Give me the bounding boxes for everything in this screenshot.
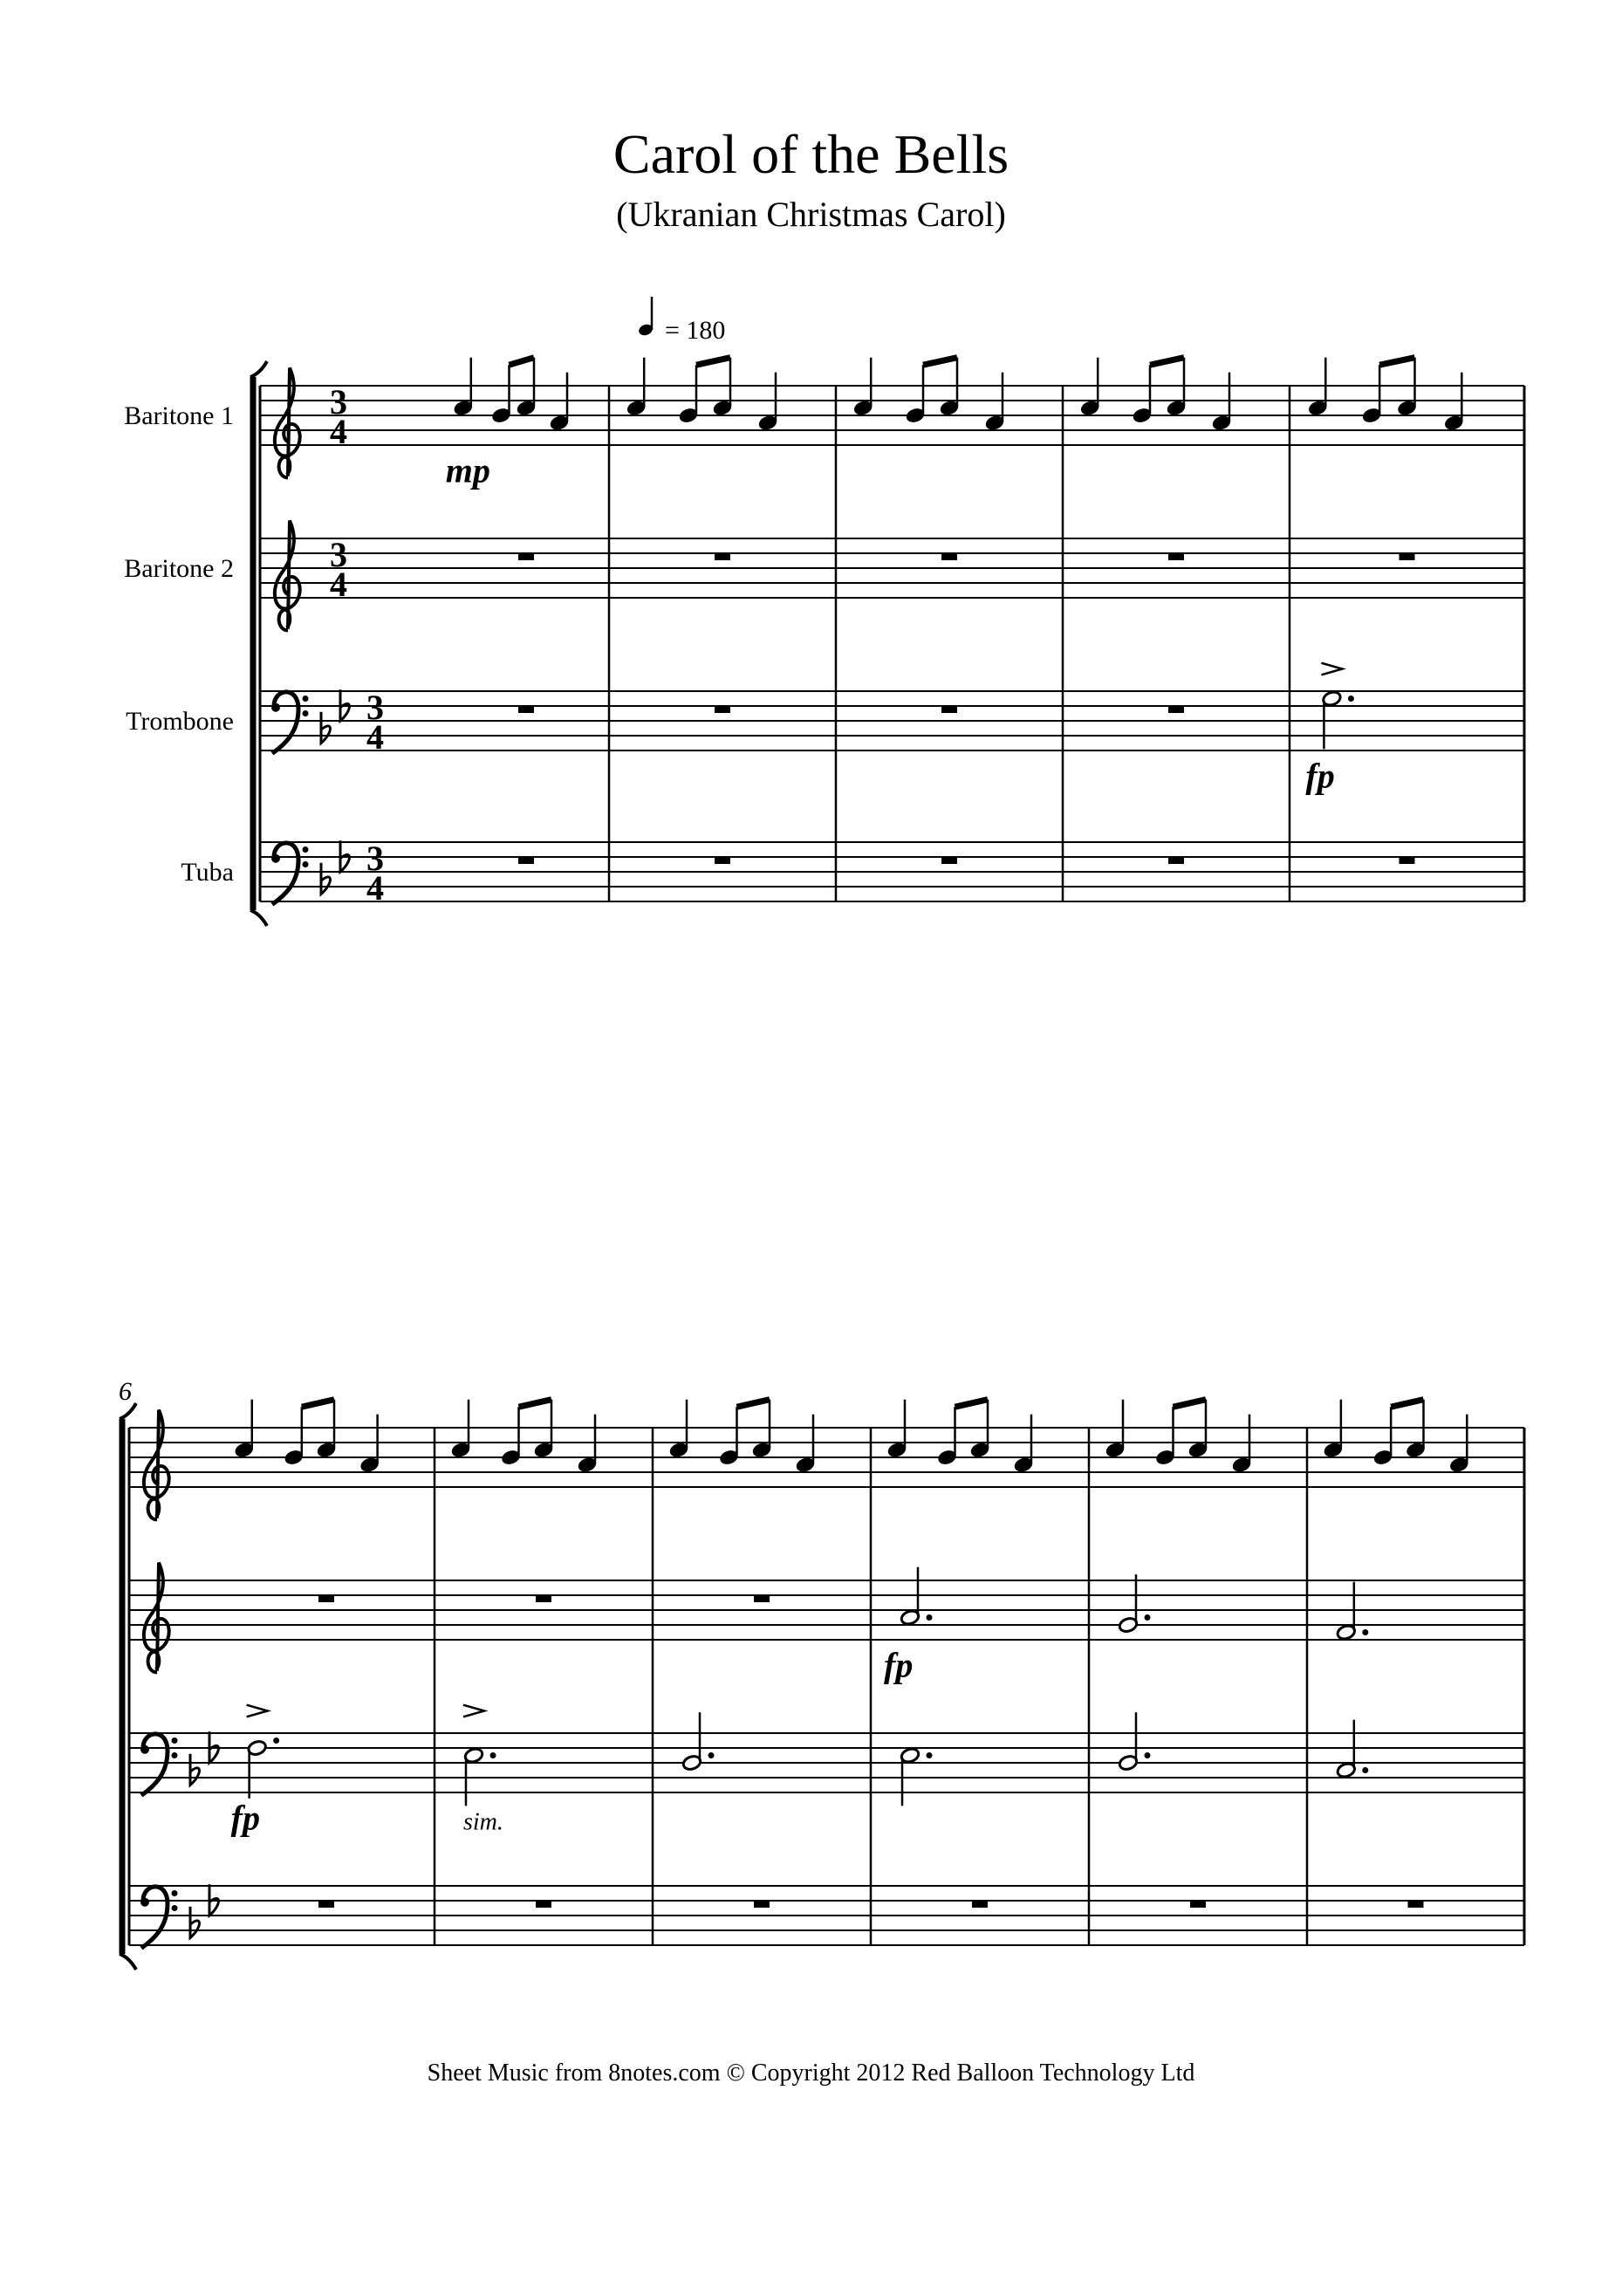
time-signature-bottom: 4 — [366, 868, 384, 908]
bass-clef-icon — [140, 1734, 178, 1796]
bass-clef-icon — [140, 1887, 178, 1949]
flat-icon — [340, 689, 350, 721]
dynamic-marking: mp — [445, 450, 490, 490]
accent-icon — [463, 1705, 484, 1717]
bass-clef-path — [272, 843, 298, 905]
treble-clef-path — [275, 521, 300, 631]
time-signature-bottom: 4 — [330, 412, 347, 451]
whole-rest-icon — [1400, 553, 1415, 560]
augmentation-dot — [273, 1737, 279, 1744]
eighth-beam — [1150, 358, 1184, 366]
whole-rest-icon — [941, 553, 957, 560]
augmentation-dot — [1145, 1752, 1151, 1758]
bass-clef-path — [141, 1734, 168, 1796]
augmentation-dot — [1348, 696, 1354, 702]
bracket-bottom-hook — [250, 910, 267, 926]
whole-rest-icon — [518, 857, 534, 864]
eighth-beam — [955, 1400, 989, 1408]
whole-rest-icon — [518, 553, 534, 560]
whole-rest-icon — [715, 553, 730, 560]
whole-rest-icon — [1400, 857, 1415, 864]
eighth-beam — [737, 1400, 770, 1408]
time-signature-top: 3 — [330, 382, 347, 422]
augmentation-dot — [1362, 1629, 1368, 1635]
treble-clef-path — [275, 368, 300, 478]
treble-clef-icon — [275, 521, 300, 631]
bass-clef-dot — [172, 1737, 178, 1744]
bass-clef-dot — [303, 861, 309, 867]
eighth-beam — [1379, 358, 1414, 366]
bracket-top-hook — [250, 361, 267, 377]
bass-clef-dot — [303, 710, 309, 716]
treble-clef-path — [144, 1410, 169, 1520]
bass-clef-path — [141, 1887, 168, 1949]
whole-rest-icon — [941, 857, 957, 864]
eighth-beam — [1391, 1400, 1423, 1408]
eighth-beam — [1174, 1400, 1207, 1408]
eighth-beam — [519, 1400, 552, 1408]
instrument-label: Baritone 1 — [124, 401, 234, 430]
measure-number: 6 — [119, 1377, 132, 1406]
whole-rest-icon — [1168, 857, 1184, 864]
instrument-label: Tuba — [181, 858, 234, 887]
bracket-bottom-hook — [120, 1954, 136, 1970]
whole-rest-icon — [941, 706, 957, 713]
whole-rest-icon — [972, 1901, 988, 1908]
time-signature-top: 3 — [366, 839, 384, 878]
whole-rest-icon — [536, 1901, 551, 1908]
bass-clef-dot — [140, 1745, 149, 1754]
instrument-label: Trombone — [126, 707, 234, 736]
bass-clef-path — [272, 692, 298, 754]
time-signature-top: 3 — [330, 535, 347, 574]
bass-clef-dot — [140, 1898, 149, 1907]
bass-clef-dot — [172, 1890, 178, 1896]
bass-clef-icon — [271, 692, 309, 754]
expression-text: sim. — [463, 1808, 503, 1836]
whole-rest-icon — [1408, 1901, 1424, 1908]
augmentation-dot — [1145, 1614, 1151, 1621]
treble-clef-icon — [144, 1410, 169, 1520]
flat-icon — [190, 1754, 200, 1785]
accent-icon — [1321, 663, 1342, 675]
eighth-beam — [510, 358, 535, 366]
score-title: Carol of the Bells — [613, 123, 1009, 185]
dynamic-marking: fp — [884, 1645, 914, 1685]
treble-clef-icon — [144, 1563, 169, 1673]
whole-rest-icon — [318, 1595, 334, 1602]
flat-icon — [340, 840, 350, 872]
time-signature-top: 3 — [366, 688, 384, 727]
flat-icon — [321, 712, 331, 744]
whole-rest-icon — [754, 1595, 770, 1602]
augmentation-dot — [1362, 1767, 1368, 1773]
dynamic-marking: fp — [230, 1798, 260, 1838]
whole-rest-icon — [715, 857, 730, 864]
treble-clef-path — [144, 1563, 169, 1673]
accent-icon — [247, 1705, 268, 1717]
copyright-footer: Sheet Music from 8notes.com © Copyright 2012 Red Balloon Technology Ltd — [427, 2060, 1195, 2087]
time-signature-bottom: 4 — [330, 565, 347, 604]
bass-clef-dot — [303, 696, 309, 702]
flat-icon — [190, 1907, 200, 1938]
whole-rest-icon — [1190, 1901, 1206, 1908]
dynamic-marking: fp — [1305, 756, 1335, 796]
whole-rest-icon — [754, 1901, 770, 1908]
eighth-beam — [696, 358, 730, 366]
whole-rest-icon — [536, 1595, 551, 1602]
augmentation-dot — [708, 1752, 715, 1758]
whole-rest-icon — [318, 1901, 334, 1908]
whole-rest-icon — [518, 706, 534, 713]
time-signature-bottom: 4 — [366, 717, 384, 757]
bass-clef-dot — [271, 703, 280, 712]
flat-icon — [209, 1884, 219, 1916]
score-subtitle: (Ukranian Christmas Carol) — [616, 195, 1006, 234]
bass-clef-dot — [271, 854, 280, 863]
treble-clef-icon — [275, 368, 300, 478]
eighth-beam — [923, 358, 957, 366]
whole-rest-icon — [1168, 706, 1184, 713]
flat-icon — [321, 863, 331, 894]
bass-clef-dot — [172, 1905, 178, 1911]
bass-clef-dot — [172, 1752, 178, 1758]
augmentation-dot — [927, 1614, 933, 1621]
instrument-label: Baritone 2 — [124, 554, 234, 583]
whole-rest-icon — [1168, 553, 1184, 560]
bass-clef-dot — [303, 846, 309, 853]
tempo-marking: = 180 — [665, 316, 726, 345]
whole-rest-icon — [715, 706, 730, 713]
flat-icon — [209, 1731, 219, 1763]
bass-clef-icon — [271, 843, 309, 905]
augmentation-dot — [490, 1752, 496, 1758]
augmentation-dot — [927, 1752, 933, 1758]
eighth-beam — [302, 1400, 334, 1408]
